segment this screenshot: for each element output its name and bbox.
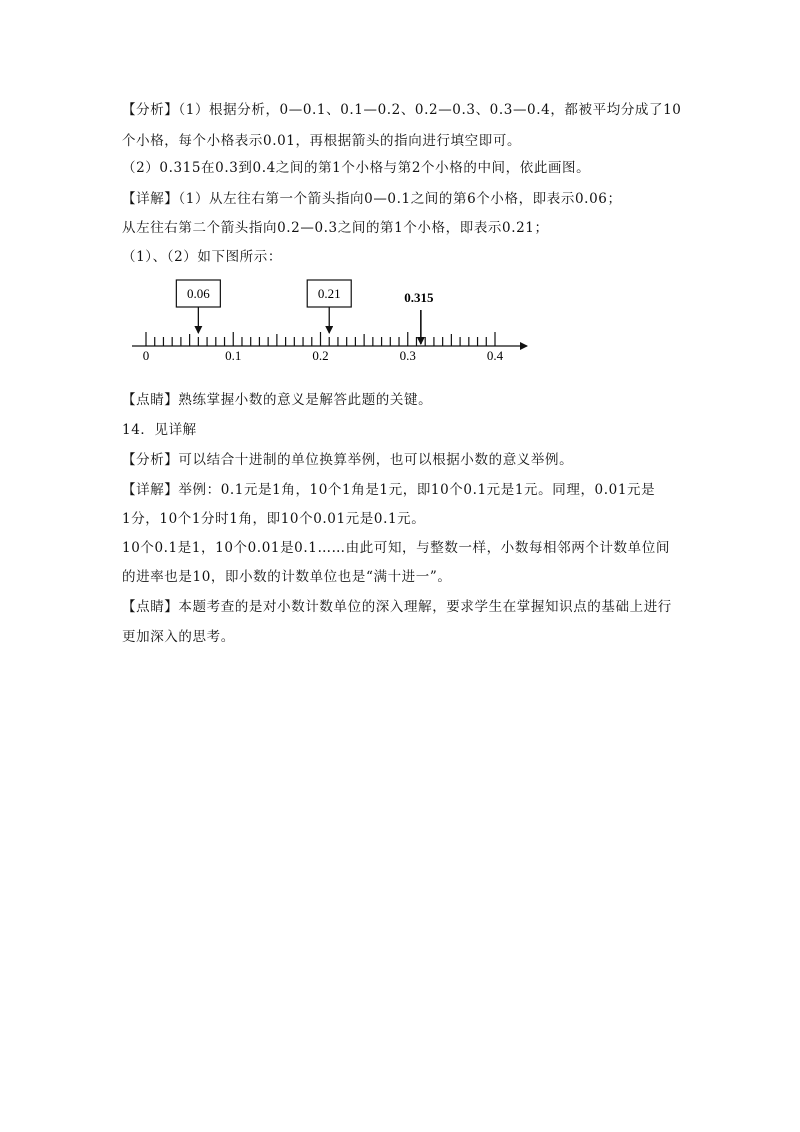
detail-line-1: 【详解】（1）从左往右第一个箭头指向0—0.1之间的第6个小格，即表示0.06；: [122, 191, 622, 207]
detail-line-2: 从左往右第二个箭头指向0.2—0.3之间的第1个小格，即表示0.21；: [122, 220, 549, 236]
marker-0.315: [404, 290, 434, 344]
number-line-tick-labels: [143, 348, 504, 363]
analysis-line-q14: 【分析】可以结合十进制的单位换算举例，也可以根据小数的意义举例。: [122, 452, 574, 468]
tick-label: 0: [142, 348, 150, 363]
question-number: 14．见详解: [122, 422, 197, 438]
comment-line-1: 【点睛】熟练掌握小数的意义是解答此题的关键。: [122, 392, 433, 408]
tick-label: 0.4: [486, 348, 504, 363]
number-line-diagram: [122, 270, 542, 370]
analysis-line-1: 【分析】（1）根据分析，0—0.1、0.1—0.2、0.2—0.3、0.3—0.4，都被平均分成了10: [122, 102, 682, 118]
value-box-label: 0.21: [317, 286, 341, 301]
comment-line-q14-1: 【点睛】本题考查的是对小数计数单位的深入理解，要求学生在掌握知识点的基础上进行: [122, 599, 672, 615]
boxed-marker-0.06: [176, 280, 220, 333]
detail-line-q14-1: 【详解】举例：0.1元是1角，10个1角是1元，即10个0.1元是1元。同理，0.01元是: [122, 482, 656, 498]
detail-line-q14-4: 的进率也是10，即小数的计数单位也是“满十进一”。: [122, 569, 452, 585]
boxed-marker-0.21: [307, 280, 351, 333]
detail-line-3: （1）、（2）如下图所示：: [122, 249, 282, 265]
tick-label: 0.2: [312, 348, 329, 363]
number-line-ticks: [146, 332, 495, 346]
analysis-line-3: （2）0.315在0.3到0.4之间的第1个小格与第2个小格的中间，依此画图。: [122, 160, 591, 176]
detail-line-q14-2: 1分，10个1分时1角，即10个0.01元是0.1元。: [122, 511, 426, 527]
tick-label: 0.3: [399, 348, 416, 363]
analysis-line-2: 个小格，每个小格表示0.01，再根据箭头的指向进行填空即可。: [122, 133, 522, 149]
tick-label: 0.1: [225, 348, 242, 363]
marker-label: 0.315: [404, 290, 434, 305]
value-box-label: 0.06: [186, 286, 210, 301]
comment-line-q14-2: 更加深入的思考。: [122, 629, 235, 645]
detail-line-q14-3: 10个0.1是1，10个0.01是0.1……由此可知，与整数一样，小数每相邻两个计数单位间: [122, 540, 670, 556]
